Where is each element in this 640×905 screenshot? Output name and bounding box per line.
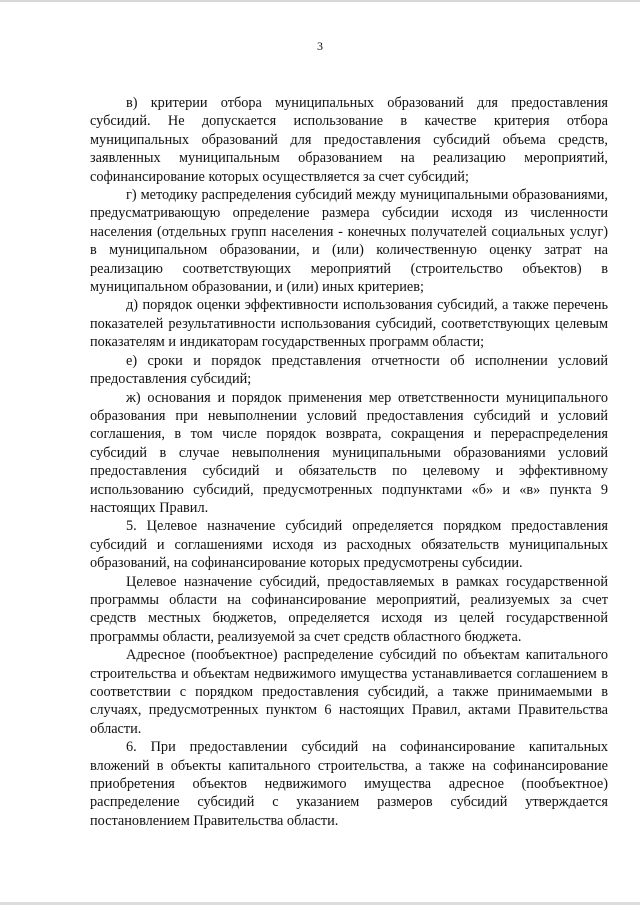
paragraph-efficiency-evaluation: д) порядок оценки эффективности использования субсидий, а также перечень показателей результативности использования субсидий, соответствующих целевым показателям и индикаторам государственных программ области; bbox=[90, 297, 608, 351]
page-number: 3 bbox=[317, 39, 323, 53]
scan-top-edge bbox=[0, 0, 640, 2]
paragraph-target-purpose: Целевое назначение субсидий, предоставляемых в рамках государственной программы области на софинансирование мероприятий, реализуемых за счет средств местных бюджетов, определяется исходя из целей государственной программы области, реализуемой за счет средств областного бюджета. bbox=[90, 573, 608, 645]
paragraph-responsibility-measures: ж) основания и порядок применения мер ответственности муниципального образования при невыполнении условий предоставления субсидий и условий соглашения, в том числе порядок возврата, сокращения и перераспределения субсидий в случае невыполнения муниципальными образованиями условий предоставления субсидий и обязательств по целевому и эффективному использованию субсидий, предусмотренных подпунктами «б» и «в» пункта 9 настоящих Правил. bbox=[90, 389, 608, 516]
paragraph-address-distribution: Адресное (пообъектное) распределение субсидий по объектам капитального строительства и объектам недвижимого имущества устанавливается соглашением в соответствии с порядком предоставления субсидий, а также принимаемыми в случаях, предусмотренных пунктом 6 настоящих Правил, актами Правительства области. bbox=[90, 647, 608, 737]
paragraph-methodology: г) методику распределения субсидий между муниципальными образованиями, предусматривающую определение размера субсидии исходя из численности населения (отдельных групп населения - конечных получателей социальных услуг) в муниципальном образовании, и (или) количественную оценку затрат на реализацию соответствующих мероприятий (строительство объектов) в муниципальном образовании, и (или) иных критериев; bbox=[90, 187, 608, 296]
paragraph-section-5: 5. Целевое назначение субсидий определяется порядком предоставления субсидий и соглашениями исходя из расходных обязательств муниципальных образований, на софинансирование которых предусмотрены субсидии. bbox=[90, 518, 608, 572]
document-body bbox=[90, 94, 608, 830]
paragraph-reporting-deadlines: е) сроки и порядок представления отчетности об исполнении условий предоставления субсидий; bbox=[90, 352, 608, 388]
paragraph-section-6: 6. При предоставлении субсидий на софинансирование капитальных вложений в объекты капитального строительства, а также на софинансирование приобретения объектов недвижимого имущества адресное (пообъектное) распределение субсидий с указанием размеров субсидий утверждается постановлением Правительства области. bbox=[90, 739, 608, 829]
paragraph-criteria: в) критерии отбора муниципальных образований для предоставления субсидий. Не допускается использование в качестве критерия отбора муниципальных образований для предоставления субсидий объема средств, заявленных муниципальным образованием на реализацию мероприятий, софинансирование которых осуществляется за счет субсидий; bbox=[90, 95, 608, 185]
